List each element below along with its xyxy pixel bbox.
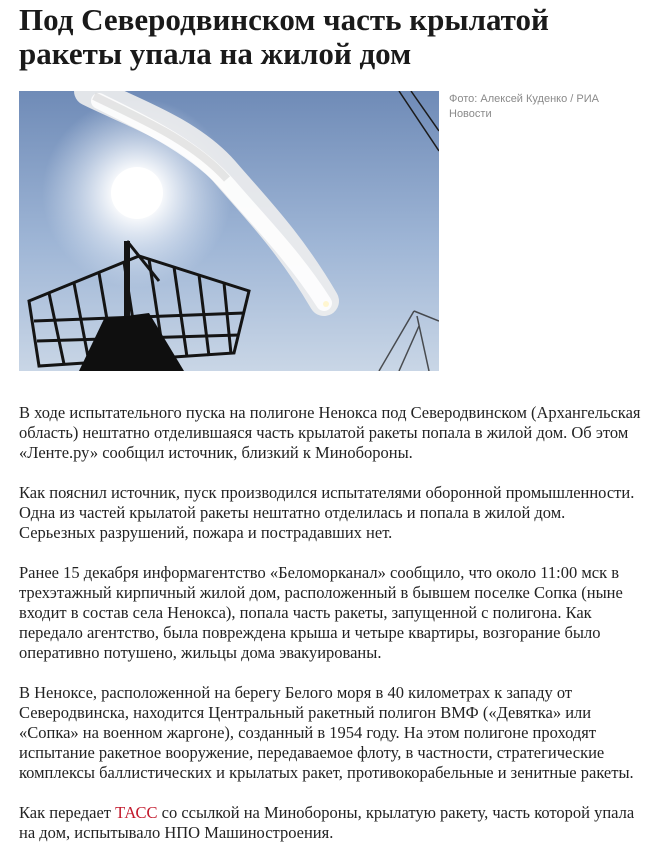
tass-source-link[interactable]: ТАСС — [115, 803, 158, 822]
paragraph: Как пояснил источник, пуск производился испытателями оборонной промышленности. Одна из частей крылатой ракеты нештатно отделилась и попала в жилой дом. Серьезных разрушений, пожара и пострадавших нет. — [19, 483, 635, 542]
paragraph: В Неноксе, расположенной на берегу Белого моря в 40 километрах к западу от Северодвинска, находится Центральный ракетный полигон ВМФ («Девятка» или «Сопка» на военном жаргоне), созданный в 1954 году. На этом полигоне проходят испытание ракетное вооружение, передаваемое флоту, в частности, стратегические комплексы баллистических и крылатых ракет, противокорабельные и зенитные ракеты. — [19, 683, 634, 782]
paragraph-text-after-link: со ссылкой на Минобороны, крылатую ракету, часть которой упала на дом, испытывало НПО Машиностроения. — [19, 803, 635, 842]
paragraph: Ранее 15 декабря информагентство «Беломорканал» сообщило, что около 11:00 мск в трехэтажный кирпичный жилой дом, расположенный в бывшем поселке Сопка (ныне входит в состав села Ненокса), попала часть ракеты, запущенной с полигона. Как передало агентство, была повреждена крыша и четыре квартиры, возгорание было оперативно потушено, жильцы дома эвакуированы. — [19, 563, 623, 662]
article-body — [19, 403, 644, 863]
article-title: Под Северодвинском часть крылатой ракеты упала на жилой дом — [19, 2, 549, 71]
photo-caption: Фото: Алексей Куденко / РИА Новости — [449, 93, 599, 120]
paragraph-last — [19, 803, 644, 843]
paragraph-text-before-link: Как передает — [19, 803, 116, 822]
paragraph: В ходе испытательного пуска на полигоне Ненокса под Северодвинском (Архангельская область) нештатно отделившаяся часть крылатой ракеты попала в жилой дом. Об этом «Ленте.ру» сообщил источник, близкий к Минобороны. — [19, 403, 641, 462]
article-photo — [19, 91, 439, 371]
